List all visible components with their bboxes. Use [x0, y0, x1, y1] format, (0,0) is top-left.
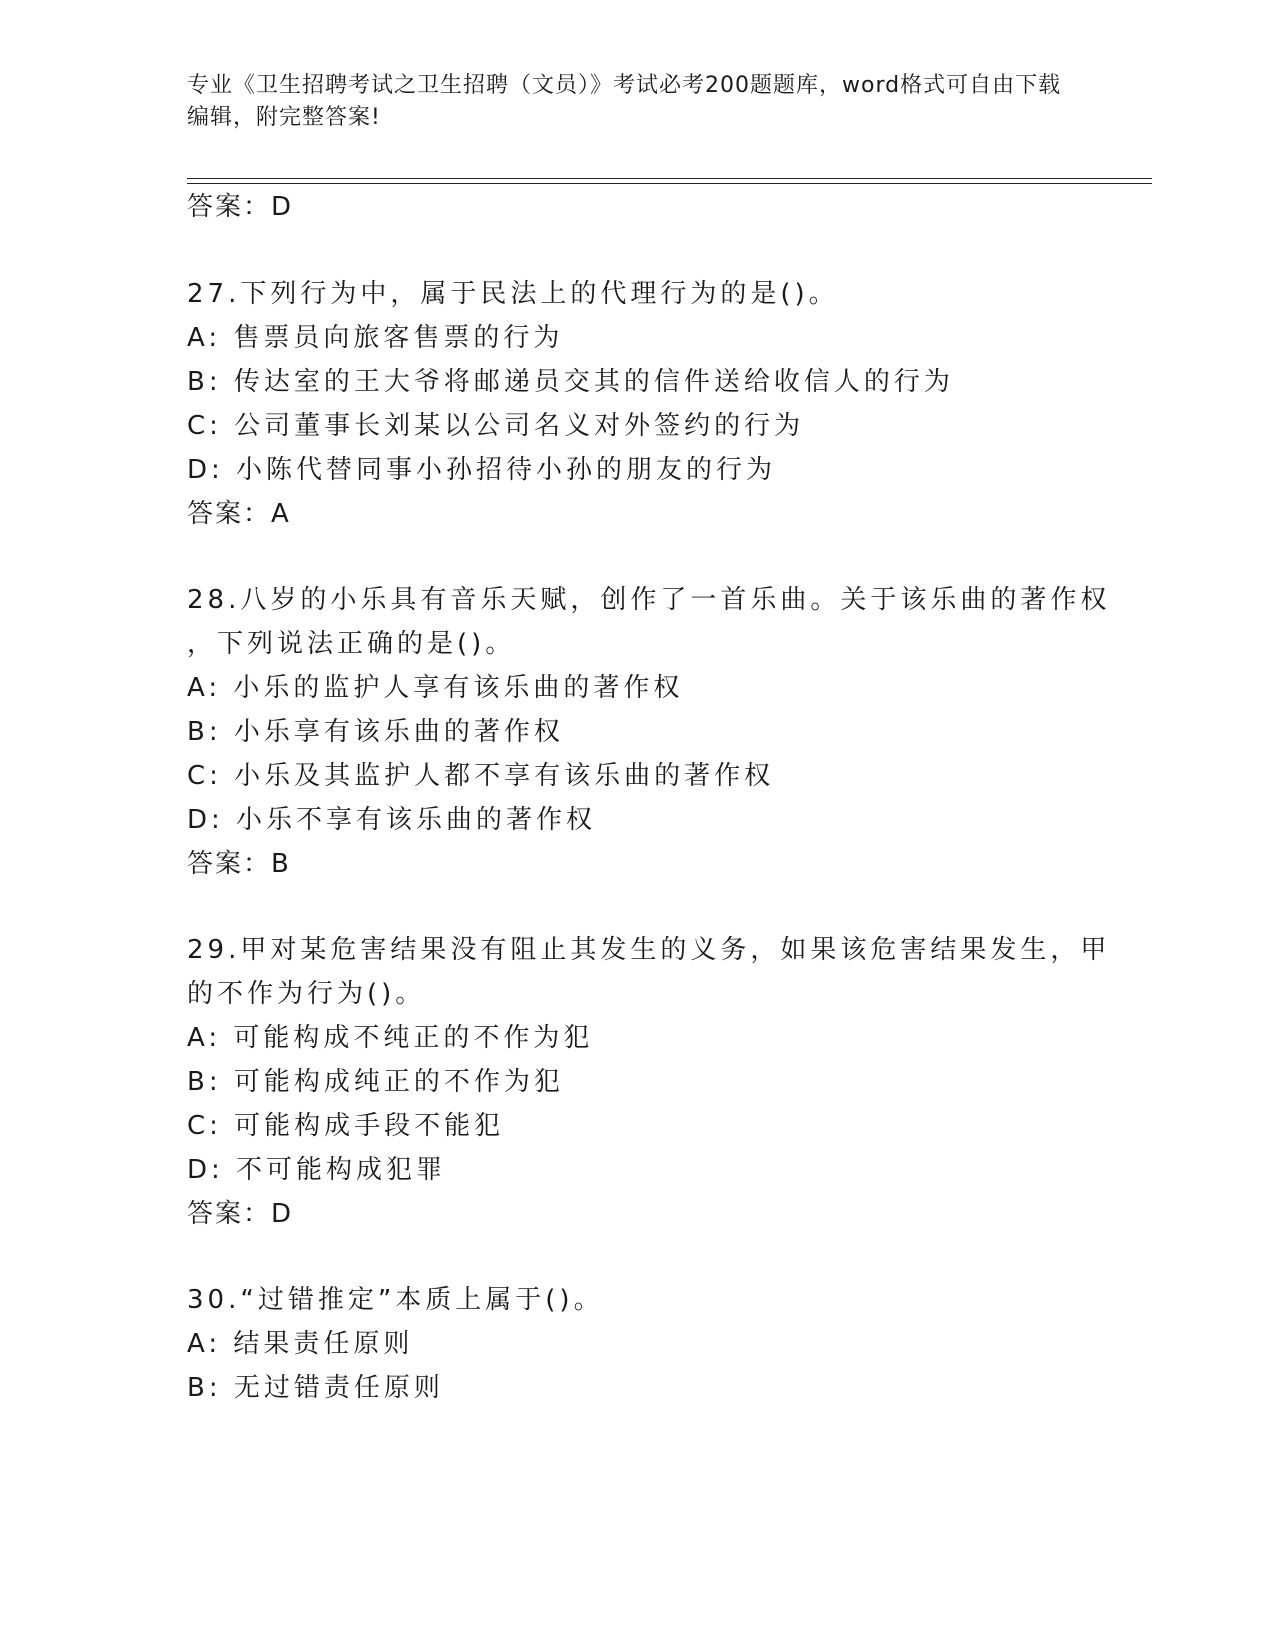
option-d: D: 不可能构成犯罪 — [187, 1155, 447, 1185]
option-a: A: 小乐的监护人享有该乐曲的著作权 — [187, 673, 684, 703]
option-d: D: 小陈代替同事小孙招待小孙的朋友的行为 — [187, 455, 777, 485]
question-stem-line-1: 28.八岁的小乐具有音乐天赋，创作了一首乐曲。关于该乐曲的著作权 — [187, 585, 1111, 615]
answer-28: 答案：B — [187, 849, 291, 879]
header-text: 专业《卫生招聘考试之卫生招聘（文员）》考试必考200题题库，word格式可自由下载编辑，附完整答案! — [187, 73, 1062, 130]
option-b: B: 传达室的王大爷将邮递员交其的信件送给收信人的行为 — [187, 367, 954, 397]
question-stem-line-2: 的不作为行为()。 — [187, 979, 426, 1009]
option-a: A: 结果责任原则 — [187, 1329, 414, 1359]
question-stem: 30.“过错推定”本质上属于()。 — [187, 1285, 604, 1315]
option-b: B: 可能构成纯正的不作为犯 — [187, 1067, 564, 1097]
question-stem: 27.下列行为中，属于民法上的代理行为的是()。 — [187, 279, 839, 309]
header-divider-thin — [187, 183, 1152, 184]
option-b: B: 小乐享有该乐曲的著作权 — [187, 717, 564, 747]
question-stem-line-1: 29.甲对某危害结果没有阻止其发生的义务，如果该危害结果发生，甲 — [187, 935, 1111, 965]
option-b: B: 无过错责任原则 — [187, 1373, 444, 1403]
answer-27: 答案：A — [187, 499, 291, 529]
option-a: A: 可能构成不纯正的不作为犯 — [187, 1023, 594, 1053]
answer-29: 答案：D — [187, 1199, 294, 1229]
header-divider-thick — [187, 178, 1152, 179]
option-a: A: 售票员向旅客售票的行为 — [187, 323, 564, 353]
question-stem-line-2: ，下列说法正确的是()。 — [187, 629, 516, 659]
option-c: C: 小乐及其监护人都不享有该乐曲的著作权 — [187, 761, 775, 791]
document-header — [187, 70, 1067, 134]
option-d: D: 小乐不享有该乐曲的著作权 — [187, 805, 597, 835]
answer-26: 答案：D — [187, 192, 294, 222]
option-c: C: 可能构成手段不能犯 — [187, 1111, 505, 1141]
option-c: C: 公司董事长刘某以公司名义对外签约的行为 — [187, 411, 805, 441]
